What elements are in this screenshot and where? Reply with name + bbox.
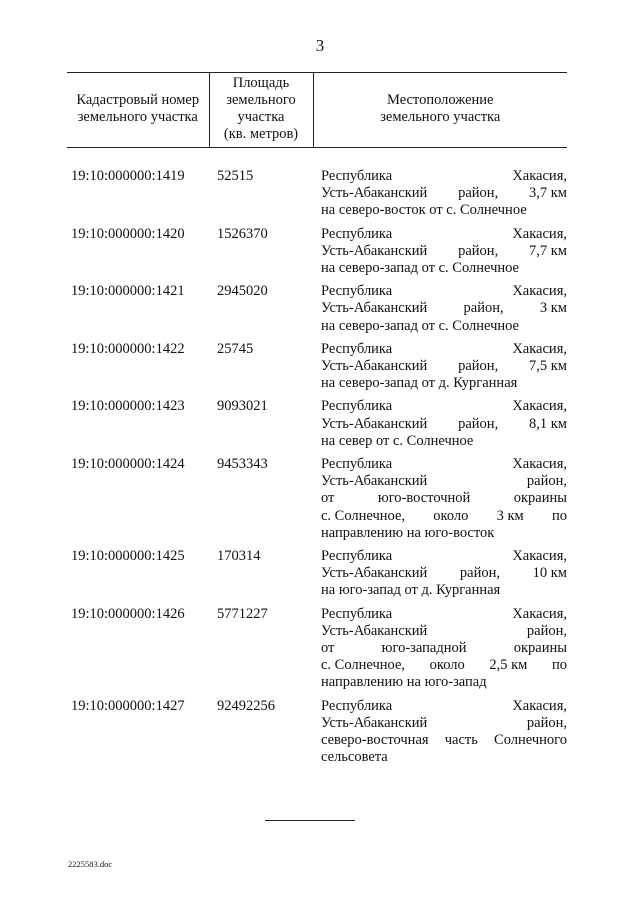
location-word: Хакасия, [512, 697, 567, 714]
location-word: около [429, 657, 465, 674]
location-word: 8,1 км [529, 415, 567, 432]
area-cell: 25745 [217, 340, 254, 357]
location-word: по [551, 657, 567, 674]
location-word: направлению на юго-запад [321, 674, 487, 691]
location-word: Республика [321, 283, 393, 300]
location-word: 7,5 км [529, 358, 567, 375]
location-line [321, 732, 567, 749]
location-word: Республика [321, 340, 393, 357]
location-word: Хакасия, [512, 168, 567, 184]
location-line [321, 490, 567, 507]
location-line [321, 715, 567, 732]
location-word: часть [444, 732, 478, 749]
table-row [67, 148, 567, 226]
location-word: район, [458, 358, 499, 375]
table-row [67, 456, 567, 548]
location-word: на северо-восток от с. Солнечное [321, 202, 527, 219]
land-plots-table [67, 72, 567, 773]
cadastral-number-cell: 19:10:000000:1424 [71, 456, 185, 473]
location-word: северо-восточная [321, 732, 429, 749]
location-word: Усть-Абаканский [321, 415, 428, 432]
location-word: юго-восточной [377, 490, 471, 507]
location-word: около [433, 507, 469, 524]
location-word: 10 км [532, 565, 567, 582]
header-location: Местоположение земельного участка [313, 73, 567, 148]
header-cadastral-number: Кадастровый номер земельного участка [67, 73, 209, 148]
location-line [321, 226, 567, 243]
document-id: 2225583.doc [68, 859, 113, 869]
location-line [321, 433, 567, 450]
land-plots-table-container [67, 72, 567, 773]
location-word: окраины [513, 640, 567, 657]
location-word: от [321, 490, 335, 507]
location-line [321, 674, 567, 691]
location-cell [313, 698, 567, 773]
area-cell: 92492256 [217, 697, 275, 714]
location-word: Республика [321, 456, 393, 473]
location-cell [313, 398, 567, 456]
location-word: по [551, 507, 567, 524]
cadastral-number-cell: 19:10:000000:1427 [71, 697, 185, 714]
table-row [67, 398, 567, 456]
location-line [321, 398, 567, 415]
location-line [321, 260, 567, 277]
location-word: Усть-Абаканский [321, 622, 428, 639]
location-cell [313, 456, 567, 548]
location-cell [313, 226, 567, 284]
location-word: сельсовета [321, 749, 388, 766]
location-word: Усть-Абаканский [321, 473, 428, 490]
location-word: Хакасия, [512, 605, 567, 622]
location-word: окраины [513, 490, 567, 507]
location-word: Хакасия, [512, 340, 567, 357]
location-line [321, 657, 567, 674]
location-word: Хакасия, [512, 283, 567, 300]
location-word: 3 км [496, 507, 524, 524]
footer-divider [265, 820, 355, 821]
location-cell [313, 148, 567, 226]
location-line [321, 623, 567, 640]
location-word: на северо-запад от д. Курганная [321, 375, 518, 392]
location-cell [313, 606, 567, 698]
location-line [321, 565, 567, 582]
location-word: Усть-Абаканский [321, 242, 428, 259]
table-row [67, 698, 567, 773]
area-cell: 5771227 [217, 605, 268, 622]
location-word: район, [458, 415, 499, 432]
location-cell [313, 341, 567, 399]
location-word: 2,5 км [489, 657, 528, 674]
location-line [321, 202, 567, 219]
location-word: район, [526, 622, 567, 639]
cadastral-number-cell: 19:10:000000:1423 [71, 398, 185, 415]
location-word: на север от с. Солнечное [321, 432, 474, 449]
location-line [321, 243, 567, 260]
location-word: Хакасия, [512, 548, 567, 565]
location-word: район, [526, 714, 567, 731]
location-line [321, 473, 567, 490]
area-cell: 1526370 [217, 225, 268, 242]
location-line [321, 185, 567, 202]
area-cell: 2945020 [217, 283, 268, 300]
location-word: 3 км [539, 300, 567, 317]
location-line [321, 456, 567, 473]
cadastral-number-cell: 19:10:000000:1425 [71, 548, 185, 565]
cadastral-number-cell: 19:10:000000:1426 [71, 605, 185, 622]
location-word: юго-западной [381, 640, 467, 657]
location-line [321, 548, 567, 565]
location-line [321, 749, 567, 766]
location-word: от [321, 640, 335, 657]
location-word: с. Солнечное, [321, 507, 406, 524]
location-line [321, 318, 567, 335]
cadastral-number-cell: 19:10:000000:1419 [71, 168, 185, 184]
area-cell: 9453343 [217, 456, 268, 473]
location-word: Республика [321, 605, 393, 622]
location-word: направлению на юго-восток [321, 524, 495, 541]
location-word: Солнечного [494, 732, 567, 749]
location-word: район, [458, 242, 499, 259]
location-word: Хакасия, [512, 225, 567, 242]
location-word: 3,7 км [529, 185, 567, 202]
table-row [67, 606, 567, 698]
table-header [67, 73, 567, 148]
location-line [321, 416, 567, 433]
location-word: район, [458, 185, 499, 202]
location-word: район, [526, 473, 567, 490]
table-body [67, 148, 567, 773]
location-cell [313, 283, 567, 341]
location-word: 7,7 км [529, 242, 567, 259]
location-word: на юго-запад от д. Курганная [321, 582, 501, 599]
location-line [321, 168, 567, 185]
location-word: Усть-Абаканский [321, 714, 428, 731]
location-word: Усть-Абаканский [321, 300, 428, 317]
location-word: Усть-Абаканский [321, 185, 428, 202]
table-row [67, 548, 567, 606]
location-line [321, 525, 567, 542]
location-line [321, 358, 567, 375]
location-word: Усть-Абаканский [321, 358, 428, 375]
location-cell [313, 548, 567, 606]
table-row [67, 283, 567, 341]
location-word: район, [463, 300, 504, 317]
location-word: на северо-запад от с. Солнечное [321, 317, 519, 334]
location-word: Республика [321, 697, 393, 714]
area-cell: 52515 [217, 168, 254, 184]
location-line [321, 640, 567, 657]
location-line [321, 606, 567, 623]
cadastral-number-cell: 19:10:000000:1422 [71, 340, 185, 357]
location-word: Хакасия, [512, 456, 567, 473]
cadastral-number-cell: 19:10:000000:1421 [71, 283, 185, 300]
cadastral-number-cell: 19:10:000000:1420 [71, 225, 185, 242]
page-number: 3 [315, 36, 325, 55]
location-word: район, [459, 565, 501, 582]
location-line [321, 300, 567, 317]
location-word: Республика [321, 548, 393, 565]
location-line [321, 582, 567, 599]
location-word: Республика [321, 225, 393, 242]
location-word: Усть-Абаканский [321, 565, 428, 582]
area-cell: 170314 [217, 548, 261, 565]
location-word: Республика [321, 398, 393, 415]
location-word: с. Солнечное, [321, 657, 406, 674]
header-area: Площадь земельного участка (кв. метров) [209, 73, 313, 148]
location-word: Республика [321, 168, 393, 184]
location-line [321, 375, 567, 392]
location-line [321, 341, 567, 358]
area-cell: 9093021 [217, 398, 268, 415]
table-row [67, 226, 567, 284]
table-row [67, 341, 567, 399]
location-line [321, 698, 567, 715]
location-word: на северо-запад от с. Солнечное [321, 260, 519, 277]
location-line [321, 508, 567, 525]
location-line [321, 283, 567, 300]
location-word: Хакасия, [512, 398, 567, 415]
